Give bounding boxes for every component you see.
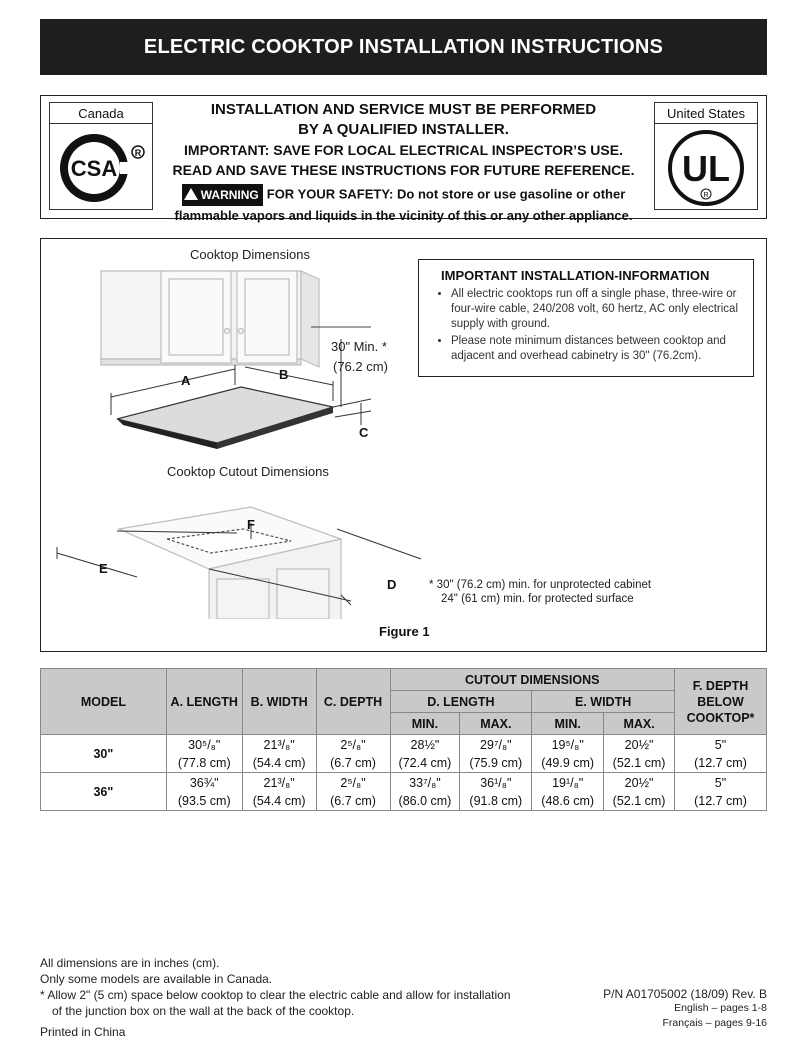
install-heading-1: INSTALLATION AND SERVICE MUST BE PERFORMED <box>210 101 597 118</box>
b-cell: 21³/₈" (54.4 cm) <box>242 773 316 811</box>
figure-footnote <box>429 578 651 606</box>
dimensions-table <box>40 668 767 811</box>
header-cutout: CUTOUT DIMENSIONS <box>390 669 675 691</box>
a-cell: 36¾" (93.5 cm) <box>166 773 242 811</box>
f-cell: 5" (12.7 cm) <box>675 735 767 773</box>
dmin-cell: 33⁷/₈" (86.0 cm) <box>390 773 460 811</box>
label-d: D <box>387 577 397 592</box>
label-c: C <box>359 425 369 440</box>
f-cell: 5" (12.7 cm) <box>675 773 767 811</box>
save-instructions-note: READ AND SAVE THESE INSTRUCTIONS FOR FUTURE REFERENCE. <box>172 162 635 178</box>
install-heading-2: BY A QUALIFIED INSTALLER. <box>298 121 509 138</box>
ul-certification <box>654 102 758 210</box>
installation-info-box <box>418 259 754 377</box>
bottom-notes <box>40 955 511 1019</box>
ul-logo-icon <box>655 124 757 210</box>
part-number: P/N A01705002 (18/09) Rev. B <box>603 987 767 1001</box>
us-label: United States <box>655 103 757 124</box>
emax-cell: 20½" (52.1 cm) <box>604 735 675 773</box>
csa-certification <box>49 102 153 210</box>
dmax-cell: 36¹/₈" (91.8 cm) <box>460 773 532 811</box>
canada-label: Canada <box>50 103 152 124</box>
header-a-length: A. LENGTH <box>166 669 242 735</box>
svg-text:R: R <box>703 192 709 199</box>
dmax-cell: 29⁷/₈" (75.9 cm) <box>460 735 532 773</box>
french-pages: Français – pages 9-16 <box>662 1017 767 1029</box>
dmin-cell: 28½" (72.4 cm) <box>390 735 460 773</box>
c-cell: 2⁵/₈" (6.7 cm) <box>316 773 390 811</box>
csa-logo-icon <box>50 124 152 210</box>
header-e-width: E. WIDTH <box>532 691 675 713</box>
min-distance-label: 30" Min. * <box>331 339 387 354</box>
emin-cell: 19¹/₈" (48.6 cm) <box>532 773 604 811</box>
min-distance-cm: (76.2 cm) <box>333 359 388 374</box>
header-e-min: MIN. <box>532 713 604 735</box>
table-row <box>41 773 767 811</box>
b-cell: 21³/₈" (54.4 cm) <box>242 735 316 773</box>
part-number-block <box>603 987 767 1031</box>
cooktop-diagram <box>41 239 441 619</box>
english-pages: English – pages 1-8 <box>674 1002 767 1014</box>
c-cell: 2⁵/₈" (6.7 cm) <box>316 735 390 773</box>
footnote-line-1: * 30" (76.2 cm) min. for unprotected cabinet <box>429 579 652 591</box>
warning-triangle-icon <box>184 188 198 200</box>
cooktop-shape <box>117 387 333 449</box>
header-b-width: B. WIDTH <box>242 669 316 735</box>
a-cell: 30⁵/₈" (77.8 cm) <box>166 735 242 773</box>
footnote-line-2: 24" (61 cm) min. for protected surface <box>441 593 634 605</box>
cooktop-dimensions-caption: Cooktop Dimensions <box>190 247 310 262</box>
info-bullet-1: • All electric cooktops run off a single phase, three-wire or four-wire cable, 240/208 volt, 60 hertz, AC only electrical supply with ground. <box>451 287 743 332</box>
cutout-dimensions-caption: Cooktop Cutout Dimensions <box>167 464 329 479</box>
warning-badge: WARNING <box>182 184 263 206</box>
safety-line-2: flammable vapors and liquids in the vicinity of this or any other appliance. <box>174 208 633 223</box>
header-f-depth: F. DEPTH BELOW COOKTOP* <box>675 669 767 735</box>
header-d-length: D. LENGTH <box>390 691 532 713</box>
header-e-max: MAX. <box>604 713 675 735</box>
note-allow-space: * Allow 2" (5 cm) space below cooktop to clear the electric cable and allow for installation <box>40 988 511 1002</box>
header-model: MODEL <box>41 669 167 735</box>
svg-text:UL: UL <box>682 148 730 189</box>
upper-cabinet <box>101 271 319 367</box>
emin-cell: 19⁵/₈" (49.9 cm) <box>532 735 604 773</box>
label-e: E <box>99 561 108 576</box>
header-d-min: MIN. <box>390 713 460 735</box>
warning-panel <box>40 95 767 223</box>
label-a: A <box>181 373 191 388</box>
printed-in: Printed in China <box>40 1025 126 1039</box>
model-cell: 36" <box>41 773 167 811</box>
model-cell: 30" <box>41 735 167 773</box>
note-canada: Only some models are available in Canada. <box>40 972 273 986</box>
note-junction-box: of the junction box on the wall at the back of the cooktop. <box>52 1004 355 1018</box>
label-b: B <box>279 367 289 382</box>
svg-text:R: R <box>134 148 142 158</box>
inspector-note: IMPORTANT: SAVE FOR LOCAL ELECTRICAL INSPECTOR’S USE. <box>184 142 623 158</box>
emax-cell: 20½" (52.1 cm) <box>604 773 675 811</box>
header-d-max: MAX. <box>460 713 532 735</box>
figure-label: Figure 1 <box>379 624 430 639</box>
warning-text <box>159 100 648 226</box>
label-f: F <box>247 517 255 532</box>
note-inches: All dimensions are in inches (cm). <box>40 956 220 970</box>
safety-line-1: WARNING FOR YOUR SAFETY: Do not store or use gasoline or other <box>159 184 648 206</box>
table-row <box>41 735 767 773</box>
info-bullet-2: • Please note minimum distances between cooktop and adjacent and overhead cabinetry is 30" (76.2cm). <box>451 334 743 364</box>
figure-panel <box>40 238 767 652</box>
page-title: ELECTRIC COOKTOP INSTALLATION INSTRUCTIONS <box>40 19 767 75</box>
lower-cabinet <box>119 507 341 619</box>
svg-text:CSA: CSA <box>70 156 118 181</box>
header-c-depth: C. DEPTH <box>316 669 390 735</box>
info-title: IMPORTANT INSTALLATION-INFORMATION <box>441 268 710 283</box>
